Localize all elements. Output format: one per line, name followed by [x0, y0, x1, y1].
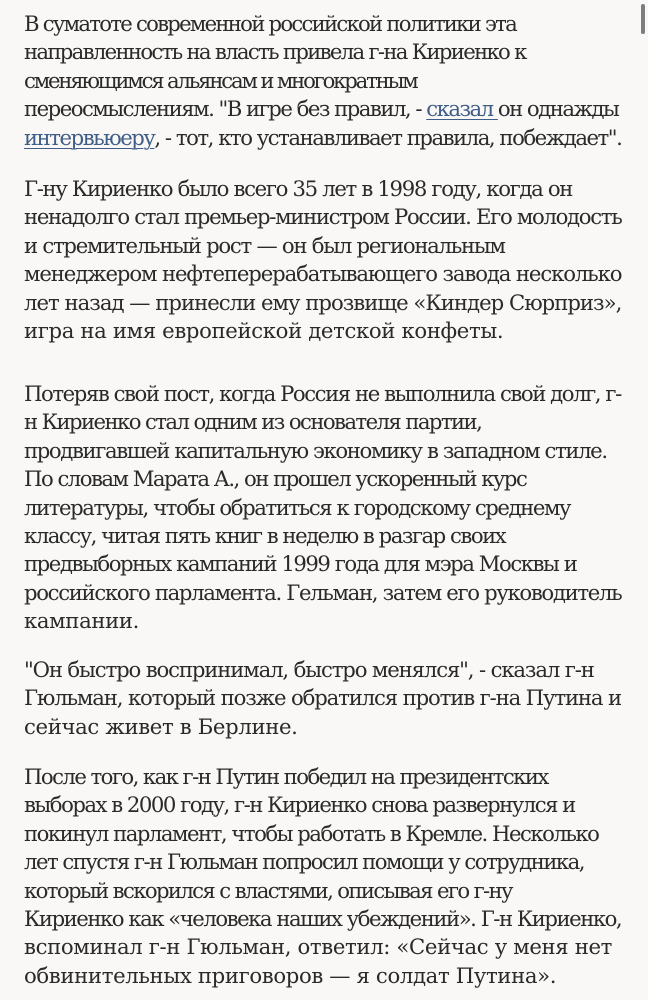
text-line: сейчас живет в Берлине. [24, 713, 298, 739]
text-line [24, 124, 621, 152]
text-line: кампании. [24, 608, 140, 634]
text-segment: он однажды [497, 96, 619, 122]
text-line: продвигавшей капитальную экономику в западном стиле. [24, 437, 607, 463]
text-line: который вскорился с властями, описывая его г-ну [24, 877, 512, 903]
paragraph-1 [24, 10, 621, 152]
text-line: вспоминал г-н Гюльман, ответил: «Сейчас у меня нет [24, 934, 613, 960]
interviewer-link[interactable]: интервьюеру [24, 124, 155, 150]
text-line: В суматоте современной российской политики эта [24, 11, 516, 36]
text-line: выборах в 2000 году, г-н Кириенко снова развернулся и [24, 792, 575, 818]
text-line: лет назад — принесли ему прозвище «Киндер Сюрприз», [24, 289, 622, 315]
text-line: сменяющимся альянсам и многократным [24, 67, 417, 93]
paragraph-4 [24, 656, 621, 741]
text-line: литературы, чтобы обратиться к городскому среднему [24, 494, 571, 520]
paragraph-3 [24, 380, 621, 636]
text-segment: переосмыслениям. "В игре без правил, - [24, 96, 427, 122]
text-line: н Кириенко стал одним из основателя партии, [24, 409, 482, 435]
text-line [24, 95, 621, 123]
paragraph-5 [24, 763, 621, 990]
text-line: лет спустя г-н Гюльман попросил помощи у сотрудника, [24, 849, 584, 875]
paragraph-2 [24, 175, 621, 345]
said-link[interactable]: сказал [426, 96, 498, 122]
text-segment: , - тот, кто устанавливает правила, побеждает". [154, 124, 622, 150]
text-line: российского парламента. Гельман, затем его руководитель [24, 579, 622, 605]
text-line: менеджером нефтеперерабатывающего завода несколько [24, 261, 622, 287]
text-line: классу, читая пять книг в неделю в разгар своих [24, 523, 506, 549]
text-line: Потеряв свой пост, когда Россия не выполнила свой долг, г- [24, 381, 621, 406]
text-line: предвыборных кампаний 1999 года для мэра Москвы и [24, 551, 577, 577]
text-line: Г-ну Кириенко было всего 35 лет в 1998 году, когда он [24, 176, 573, 201]
text-line: По словам Марата А., он прошел ускоренный курс [24, 466, 527, 492]
text-line: и стремительный рост — он был региональным [24, 232, 505, 258]
text-line: "Он быстро воспринимал, быстро менялся", - сказал г-н [24, 657, 594, 682]
text-line: Кириенко как «человека наших убеждений». Г-н Кириенко, [24, 906, 622, 932]
text-line: обвинительных приговоров — я солдат Путина». [24, 962, 557, 988]
text-line: После того, как г-н Путин победил на президентских [24, 764, 548, 789]
vertical-scrollbar[interactable] [641, 4, 645, 34]
text-line: игра на имя европейской детской конфеты. [24, 318, 504, 344]
text-line: ненадолго стал премьер-министром России. Его молодость [24, 204, 622, 230]
text-line: направленность на власть привела г-на Кириенко к [24, 39, 526, 65]
text-line: покинул парламент, чтобы работать в Кремле. Несколько [24, 820, 599, 846]
text-line: Гюльман, который позже обратился против г-на Путина и [24, 685, 621, 711]
